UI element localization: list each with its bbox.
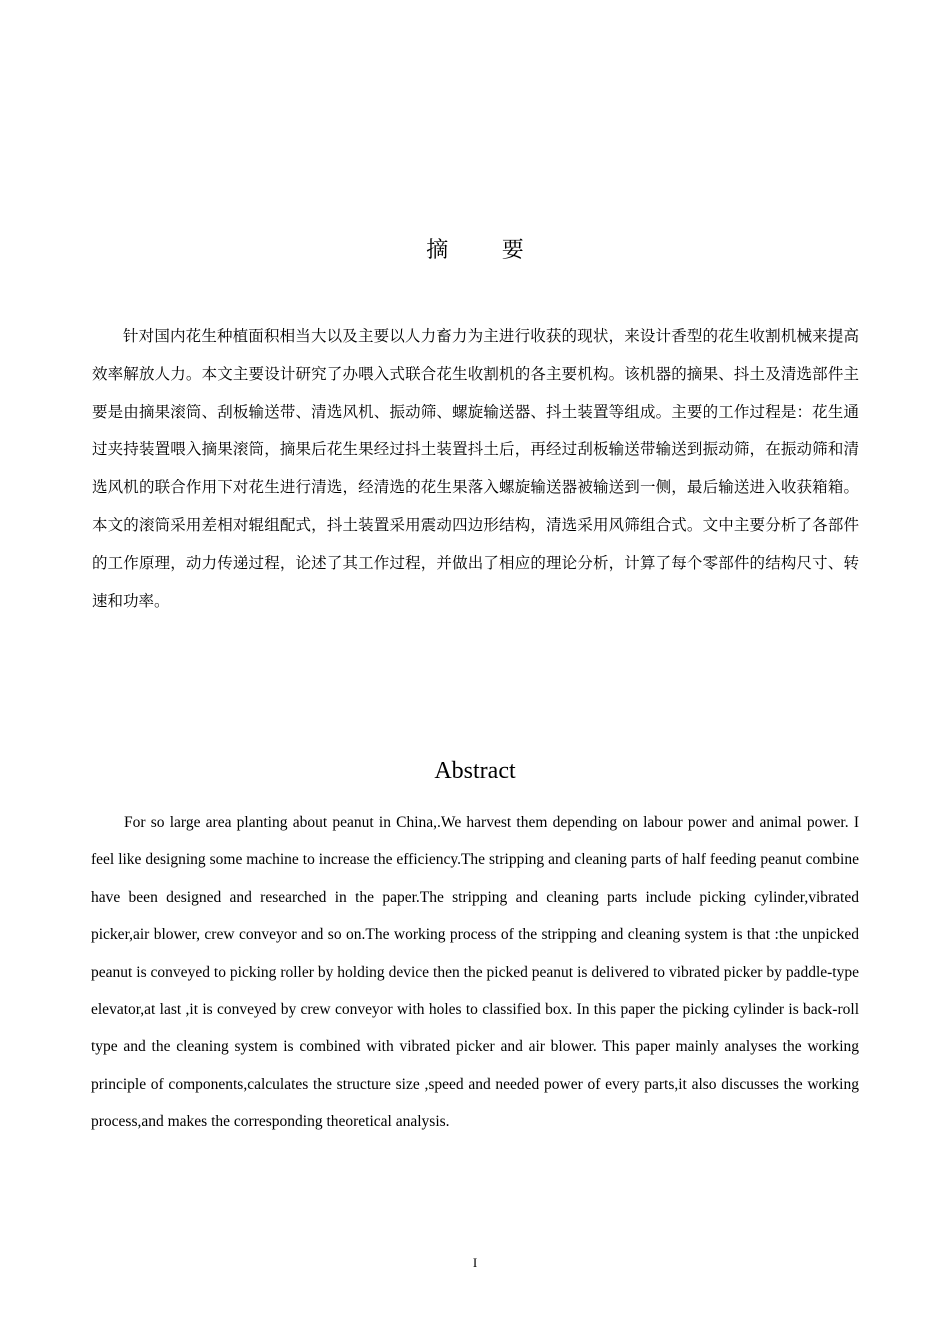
english-abstract-title: Abstract [434, 758, 516, 784]
chinese-abstract-title: 摘 要 [426, 237, 548, 262]
english-abstract-body: For so large area planting about peanut in China,.We harvest them depending on labour power and animal power. I feel like designing some machine to increase the efficiency.The stripping and cleaning parts of half feeding peanut combine have been designed and researched in the paper.The stripping and cleaning parts include picking cylinder,vibrated picker,air blower, crew conveyor and so on.The working process of the stripping and cleaning system is that :the unpicked peanut is conveyed to picking roller by holding device then the picked peanut is delivered to vibrated picker by paddle-type elevator,at last ,it is conveyed by crew conveyor with holes to classified box. In this paper the picking cylinder is back-roll type and the cleaning system is combined with vibrated picker and air blower. This paper mainly analyses the working principle of components,calculates the structure size ,speed and needed power of every parts,it also discusses the working process,and makes the corresponding theoretical analysis. [91, 814, 859, 1131]
page-number: I [472, 1255, 478, 1270]
chinese-abstract-body: 针对国内花生种植面积相当大以及主要以人力畜力为主进行收获的现状，来设计香型的花生收割机械来提高效率解放人力。本文主要设计研究了办喂入式联合花生收割机的各主要机构。该机器的摘果、抖土及清选部件主要是由摘果滚筒、刮板输送带、清选风机、振动筛、螺旋输送器、抖土装置等组成。主要的工作过程是：花生通过夹持装置喂入摘果滚筒，摘果后花生果经过抖土装置抖土后，再经过刮板输送带输送到振动筛，在振动筛和清选风机的联合作用下对花生进行清选，经清选的花生果落入螺旋输送器被输送到一侧，最后输送进入收获箱箱。本文的滚筒采用差相对辊组配式，抖土装置采用震动四边形结构，清选采用风筛组合式。文中主要分析了各部件的工作原理，动力传递过程，论述了其工作过程，并做出了相应的理论分析，计算了每个零部件的结构尺寸、转速和功率。 [92, 328, 859, 610]
